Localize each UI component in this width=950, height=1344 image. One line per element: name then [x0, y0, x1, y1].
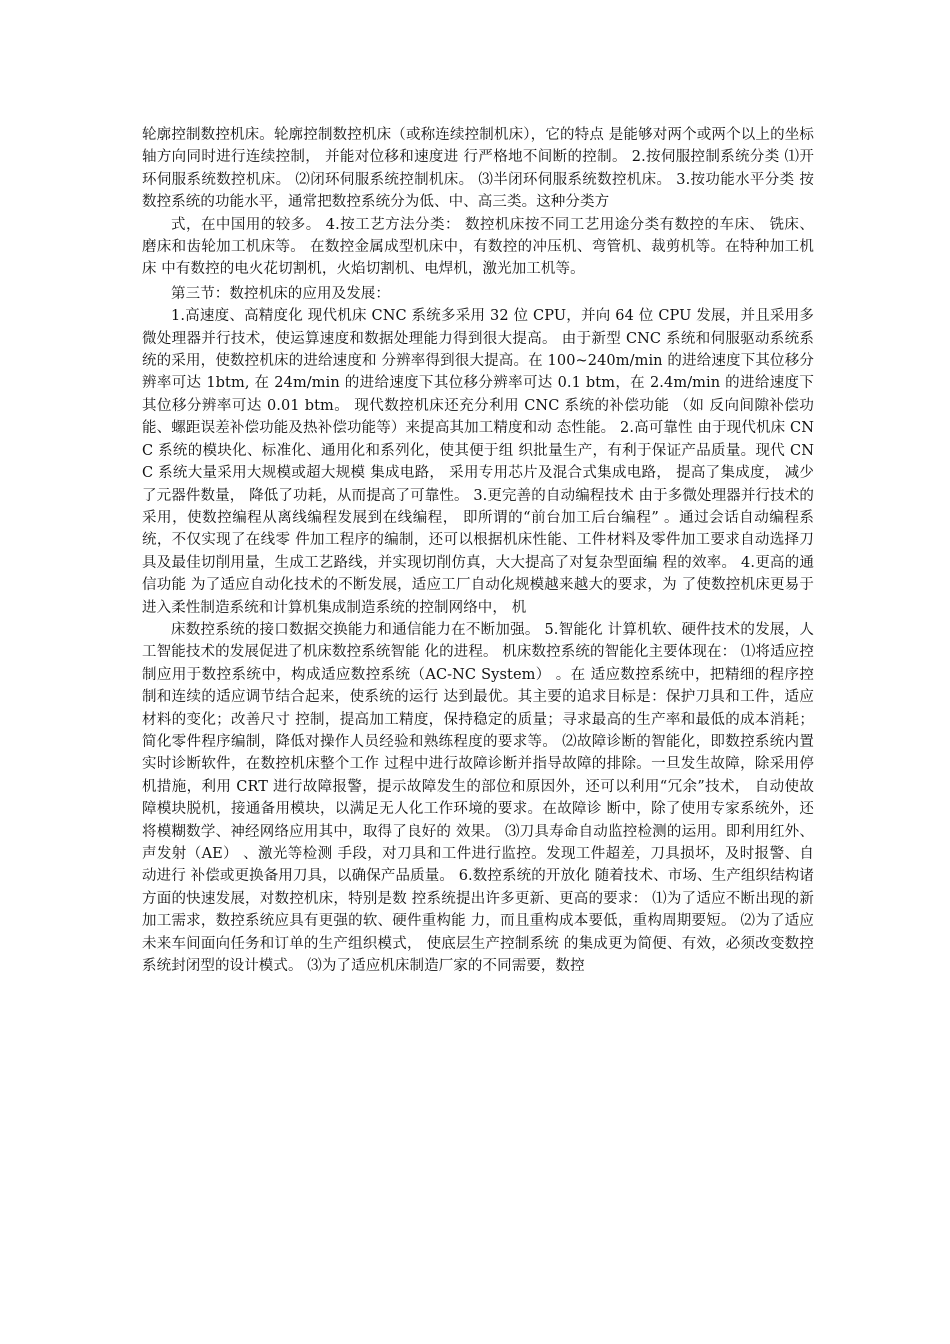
- document-page: [142, 124, 814, 977]
- paragraph-contour-control: 轮廓控制数控机床。轮廓控制数控机床（或称连续控制机床），它的特点 是能够对两个或两个以上的坐标轴方向同时进行连续控制， 并能对位移和速度进 行严格地不间断的控制。 2.按伺服控制系统分类 ⑴开环伺服系统数控机床。 ⑵闭环伺服系统控制机床。 ⑶半闭环伺服系统数控机床。 3.按功能水平分类 按数控系统的功能水平，通常把数控系统分为低、中、高三类。这种分类方: [142, 127, 814, 211]
- section-title-section-three: 第三节：数控机床的应用及发展：: [171, 285, 390, 302]
- paragraph-intelligence-openness: 床数控系统的接口数据交换能力和通信能力在不断加强。 5.智能化 计算机软、硬件技术的发展，人工智能技术的发展促进了机床数控系统智能 化的进程。 机床数控系统的智能化主要体现在： ⑴将适应控制应用于数控系统中，构成适应数控系统（AC-NC System） 。在 适应数控系统中，把精细的程序控制和连续的适应调节结合起来，使系统的运行 达到最优。其主要的追求目标是：保护刀具和工件，适应材料的变化；改善尺寸 控制，提高加工精度，保持稳定的质量；寻求最高的生产率和最低的成本消耗； 简化零件程序编制，降低对操作人员经验和熟练程度的要求等。 ⑵故障诊断的智能化，即数控系统内置实时诊断软件，在数控机床整个工作 过程中进行故障诊断并指导故障的排除。一旦发生故障，除采用停机措施，利用 CRT 进行故障报警，提示故障发生的部位和原因外，还可以利用“冗余”技术， 自动使故障模块脱机，接通备用模块，以满足无人化工作环境的要求。在故障诊 断中，除了使用专家系统外，还将模糊数学、神经网络应用其中，取得了良好的 效果。 ⑶刀具寿命自动监控检测的运用。即利用红外、声发射（AE） 、激光等检测 手段，对刀具和工件进行监控。发现工件超差，刀具损坏，及时报警、自动进行 补偿或更换备用刀具，以确保产品质量。 6.数控系统的开放化 随着技术、市场、生产组织结构诸方面的快速发展，对数控机床，特别是数 控系统提出许多更新、更高的要求： ⑴为了适应不断出现的新加工需求，数控系统应具有更强的软、硬件重构能 力，而且重构成本要低，重构周期要短。 ⑵为了适应未来车间面向任务和订单的生产组织模式， 使底层生产控制系统 的集成更为简便、有效，必须改变数控系统封闭型的设计模式。 ⑶为了适应机床制造厂家的不同需要，数控: [142, 621, 814, 975]
- paragraph-process-classification: 式，在中国用的较多。 4.按工艺方法分类： 数控机床按不同工艺用途分类有数控的车床、 铣床、 磨床和齿轮加工机床等。 在数控金属成型机床中，有数控的冲压机、弯管机、裁剪机等。在特种加工机床 中有数控的电火花切割机，火焰切割机、电焊机，激光加工机等。: [142, 216, 814, 278]
- paragraph-development-trends: 1.高速度、高精度化 现代机床 CNC 系统多采用 32 位 CPU，并向 64 位 CPU 发展，并且采用多 微处理器并行技术，使运算速度和数据处理能力得到很大提高。 由于新型 CNC 系统和伺服驱动系统系统的采用，使数控机床的进给速度和 分辨率得到很大提高。在 100~240m/min 的进给速度下其位移分辨率可达 1btm, 在 24m/min 的进给速度下其位移分辨率可达 0.1 btm，在 2.4m/min 的进给速度下 其位移分辨率可达 0.01 btm。 现代数控机床还充分利用 CNC 系统的补偿功能 （如 反向间隙补偿功能、螺距误差补偿功能及热补偿功能等）来提高其加工精度和动 态性能。 2.高可靠性 由于现代机床 CNC 系统的模块化、标准化、通用化和系列化，使其便于组 织批量生产，有利于保证产品质量。现代 CNC 系统大量采用大规模或超大规模 集成电路， 采用专用芯片及混合式集成电路， 提高了集成度， 减少了元器件数量， 降低了功耗，从而提高了可靠性。 3.更完善的自动编程技术 由于多微处理器并行技术的采用，使数控编程从离线编程发展到在线编程， 即所谓的“前台加工后台编程” 。通过会话自动编程系统，不仅实现了在线零 件加工程序的编制，还可以根据机床性能、工件材料及零件加工要求自动选择刀 具及最佳切削用量，生成工艺路线，并实现切削仿真，大大提高了对复杂型面编 程的效率。 4.更高的通信功能 为了适应自动化技术的不断发展，适应工厂自动化规模越来越大的要求，为 了使数控机床更易于进入柔性制造系统和计算机集成制造系统的控制网络中， 机: [142, 308, 814, 616]
